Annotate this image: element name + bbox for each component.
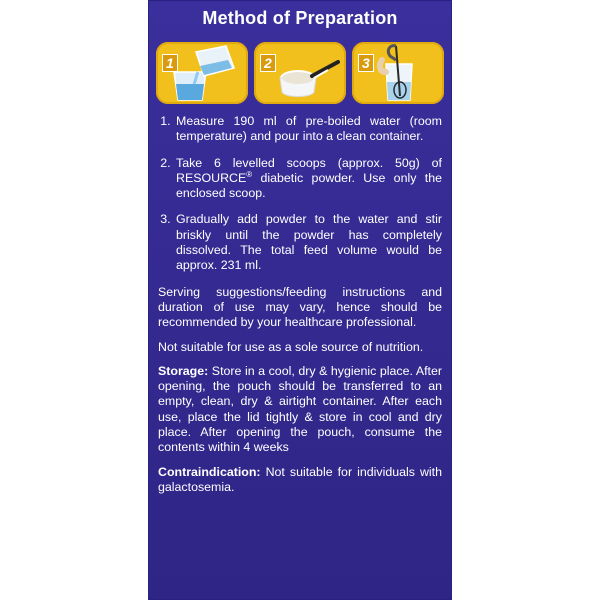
list-item: 1. Measure 190 ml of pre-boiled water (room temperature) and pour into a clean container. <box>174 114 442 145</box>
step-number: 1 <box>162 54 178 72</box>
stir-icon <box>352 42 444 104</box>
page-title: Method of Preparation <box>202 8 398 28</box>
suitability-note: Not suitable for use as a sole source of nutrition. <box>158 339 424 354</box>
contraindication-label: Contraindication: <box>158 464 261 479</box>
storage-note: Storage: Store in a cool, dry & hygienic place. After opening, the pouch should be transferred to an empty, clean, dry & airtight container. After each use, place the lid tightly & store in cool and dry place. After opening the pouch, consume the contents within 4 weeks <box>158 363 442 455</box>
pour-water-icon <box>156 42 248 104</box>
label-panel <box>148 0 452 600</box>
serving-note: Serving suggestions/feeding instructions and duration of use may vary, hence should be recommended by your healthcare professional. <box>158 284 442 330</box>
list-item: 2. Take 6 levelled scoops (approx. 50g) of RESOURCE® diabetic powder. Use only the enclosed scoop. <box>174 156 442 202</box>
step-number: 3 <box>358 54 374 72</box>
scoop-icon <box>254 42 346 104</box>
storage-label: Storage: <box>158 363 209 378</box>
instructions-text <box>158 114 442 504</box>
step-3-badge <box>352 42 444 104</box>
preparation-steps <box>158 114 442 274</box>
list-item: 3. Gradually add powder to the water and stir briskly until the powder has completely dissolved. The total feed volume would be approx. 231 ml. <box>174 212 442 273</box>
step-number: 2 <box>260 54 276 72</box>
step-illustrations <box>156 42 444 104</box>
step-2-badge <box>254 42 346 104</box>
step-1-badge <box>156 42 248 104</box>
contraindication-note: Contraindication: Not suitable for individuals with galactosemia. <box>158 464 442 494</box>
